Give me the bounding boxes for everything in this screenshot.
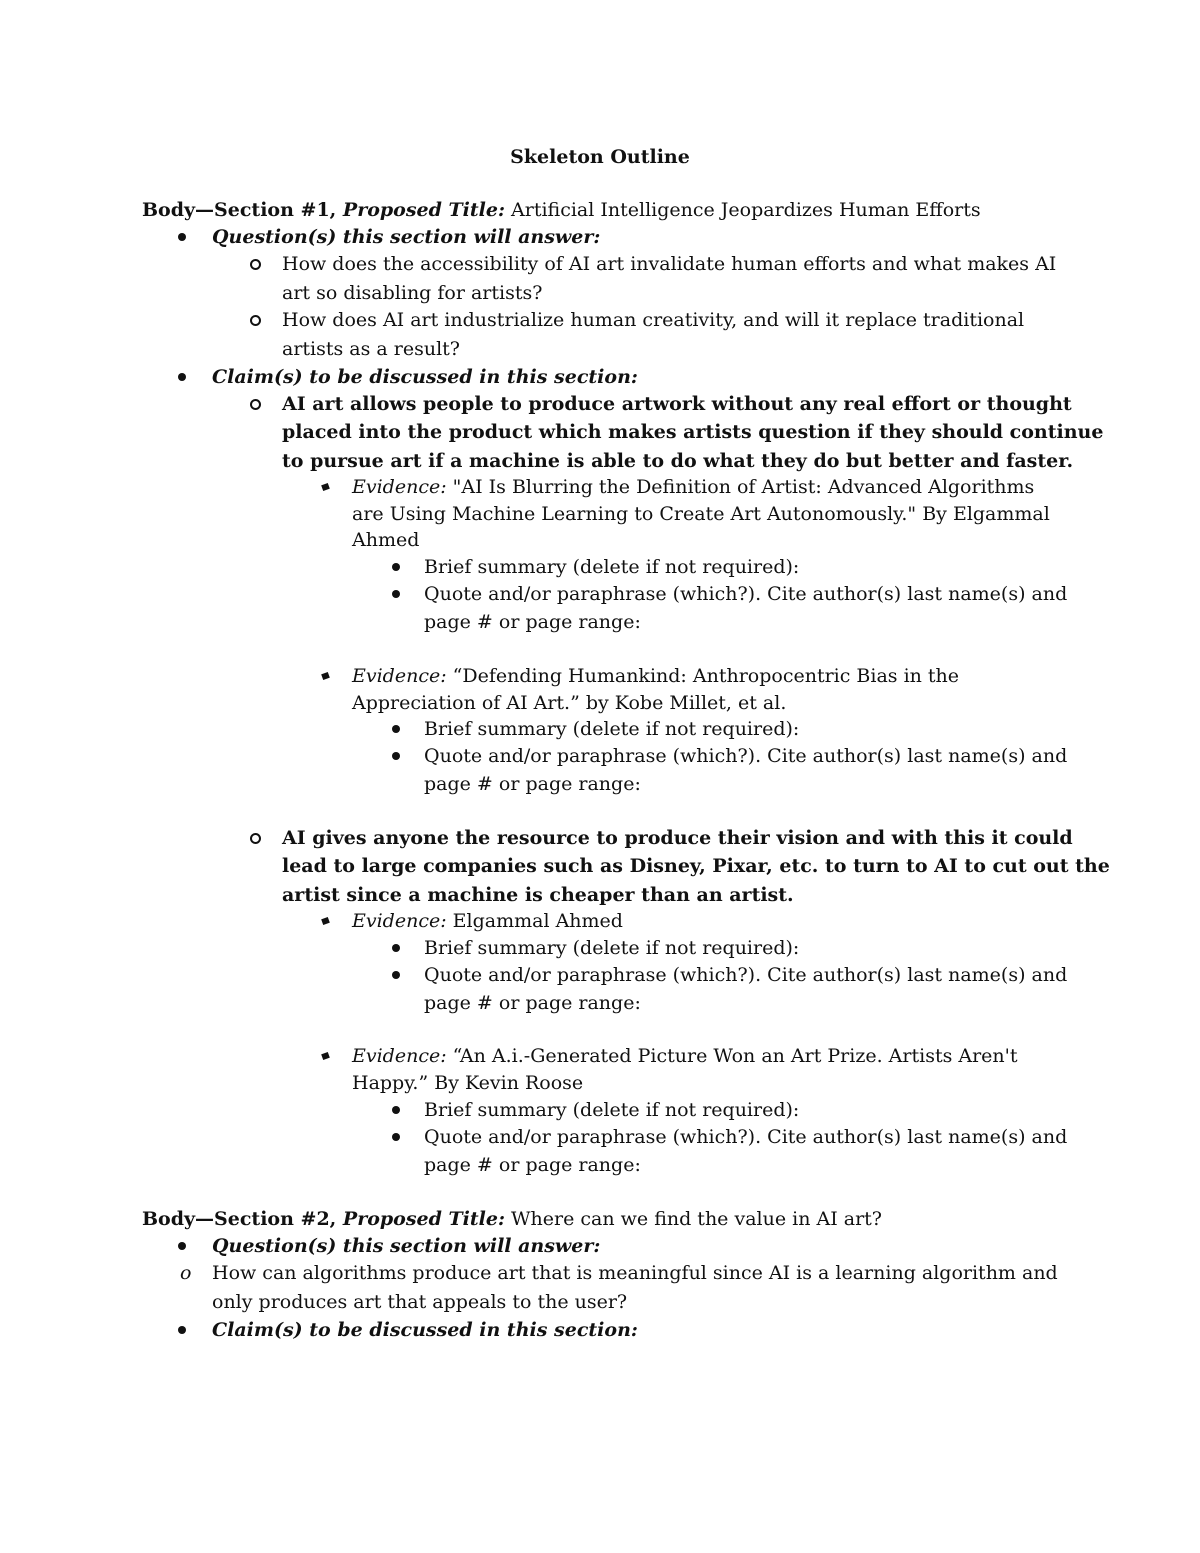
section1-heading [142,197,981,223]
evidence-4-summary: Brief summary (delete if not required): [424,1099,800,1121]
section2-heading-prefix: Body—Section #2, [142,1208,343,1230]
evidence-3-label: Evidence: [352,910,447,932]
evidence-1-label: Evidence: [352,476,447,498]
circle-bullet-icon [250,391,262,417]
bullet-icon [178,364,190,390]
section1-claim-2-line-2: lead to large companies such as Disney, Pixar, etc. to turn to AI to cut out the [282,855,1110,877]
bullet-icon [392,554,404,580]
square-bullet-icon [322,474,334,500]
section2-proposed-label: Proposed Title: [342,1208,505,1230]
section2-title-text: Where can we find the value in AI art? [504,1208,882,1230]
circle-bullet-icon [250,825,262,851]
evidence-1-summary: Brief summary (delete if not required): [424,556,800,578]
square-bullet-icon [322,908,334,934]
evidence-4-label: Evidence: [352,1045,447,1067]
section1-title-text: Artificial Intelligence Jeopardizes Human Efforts [504,199,981,221]
evidence-2-summary: Brief summary (delete if not required): [424,718,800,740]
evidence-2-line-2: Appreciation of AI Art.” by Kobe Millet, et al. [352,692,787,714]
section1-question-2-line-1: How does AI art industrialize human creativity, and will it replace traditional [282,309,1025,331]
evidence-3-summary: Brief summary (delete if not required): [424,937,800,959]
evidence-3-quote-line-2: page # or page range: [424,992,641,1014]
section1-question-2-line-2: artists as a result? [282,338,460,360]
bullet-icon [392,1097,404,1123]
circle-bullet-icon [250,251,262,277]
section1-claim-1-line-1: AI art allows people to produce artwork without any real effort or thought [282,393,1072,415]
evidence-3-text: Elgammal Ahmed [446,910,623,932]
circle-bullet-icon [250,307,262,333]
bullet-icon [392,962,404,988]
bullet-icon [178,224,190,250]
bullet-icon [178,1233,190,1259]
evidence-4-line-1 [352,1043,1018,1069]
bullet-icon [392,1124,404,1150]
section2-question-1-line-2: only produces art that appeals to the user? [212,1291,628,1313]
evidence-2-label: Evidence: [352,665,447,687]
evidence-1-line-3: Ahmed [352,529,420,551]
o-marker: o [180,1262,192,1284]
evidence-4-quote-line-1: Quote and/or paraphrase (which?). Cite author(s) last name(s) and [424,1126,1068,1148]
evidence-1-quote-line-2: page # or page range: [424,611,641,633]
bullet-icon [392,581,404,607]
bullet-icon [392,716,404,742]
square-bullet-icon [322,1043,334,1069]
section1-question-1-line-1: How does the accessibility of AI art invalidate human efforts and what makes AI [282,253,1057,275]
evidence-4-text: “An A.i.-Generated Picture Won an Art Prize. Artists Aren't [446,1045,1018,1067]
section1-claim-1-line-2: placed into the product which makes artists question if they should continue [282,421,1104,443]
evidence-2-text: “Defending Humankind: Anthropocentric Bias in the [446,665,960,687]
section2-heading [142,1206,882,1232]
evidence-4-quote-line-2: page # or page range: [424,1154,641,1176]
section1-claims-label: Claim(s) to be discussed in this section: [212,366,638,388]
evidence-3-line-1 [352,908,623,934]
section2-question-1-line-1: How can algorithms produce art that is meaningful since AI is a learning algorithm and [212,1262,1058,1284]
evidence-1-line-2: are Using Machine Learning to Create Art Autonomously." By Elgammal [352,503,1050,525]
bullet-icon [392,743,404,769]
section1-heading-prefix: Body—Section #1, [142,199,343,221]
evidence-2-quote-line-2: page # or page range: [424,773,641,795]
evidence-1-text: "AI Is Blurring the Definition of Artist: Advanced Algorithms [446,476,1035,498]
bullet-icon [392,935,404,961]
bullet-icon [178,1317,190,1343]
evidence-2-quote-line-1: Quote and/or paraphrase (which?). Cite author(s) last name(s) and [424,745,1068,767]
evidence-3-quote-line-1: Quote and/or paraphrase (which?). Cite author(s) last name(s) and [424,964,1068,986]
evidence-4-line-2: Happy.” By Kevin Roose [352,1072,584,1094]
section1-claim-2-line-1: AI gives anyone the resource to produce their vision and with this it could [282,827,1073,849]
section1-claim-2-line-3: artist since a machine is cheaper than an artist. [282,884,794,906]
section1-claim-1-line-3: to pursue art if a machine is able to do what they do but better and faster. [282,450,1074,472]
section1-questions-label: Question(s) this section will answer: [212,226,601,248]
evidence-2-line-1 [352,663,959,689]
section2-questions-label: Question(s) this section will answer: [212,1235,601,1257]
square-bullet-icon [322,663,334,689]
evidence-1-quote-line-1: Quote and/or paraphrase (which?). Cite author(s) last name(s) and [424,583,1068,605]
section1-proposed-label: Proposed Title: [342,199,505,221]
evidence-1-line-1 [352,474,1034,500]
section2-claims-label: Claim(s) to be discussed in this section: [212,1319,638,1341]
document-title: Skeleton Outline [510,146,690,168]
section1-question-1-line-2: art so disabling for artists? [282,282,543,304]
